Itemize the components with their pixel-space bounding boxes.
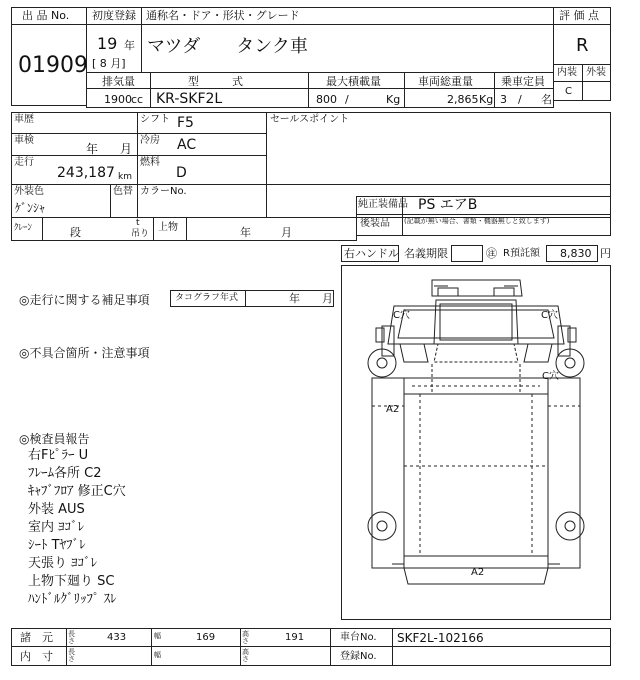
mileage-unit: km [118, 172, 132, 182]
max-load-sep: / [345, 93, 349, 106]
transfer-box [451, 245, 483, 262]
inspector-item: 上物下廻り SC [28, 574, 115, 589]
interior-length-label: 長さ [68, 648, 75, 663]
crane-hanging-unit: 吊り [131, 229, 150, 239]
ext-color: ｹﾞﾝｼｬ [15, 201, 46, 215]
max-load-unit: Kg [386, 93, 401, 106]
dims-label: 諸 元 [20, 631, 53, 644]
fuel: D [176, 165, 187, 181]
interior-width-label: 幅 [154, 651, 161, 659]
aftermarket-note: (記載が無い場合、書類・機器無しと致します) [404, 217, 550, 225]
first-reg-year-unit: 年 [124, 39, 135, 52]
damage-mark: A2 [471, 567, 485, 578]
footer-table [11, 628, 611, 666]
inspector-item: 右Fﾋﾟﾗｰ U [28, 448, 89, 463]
handle: 右ハンドル [344, 247, 399, 260]
inspection-year: 年 [86, 142, 99, 156]
capacity: 3 [500, 93, 507, 106]
tax-mark: ㊟ [486, 247, 497, 260]
length: 433 [107, 632, 127, 643]
inspector-label: ◎検査員報告 [19, 432, 90, 446]
lot-no-label: 出 品 No. [22, 9, 70, 22]
genuine-label: 純正装備品 [358, 199, 408, 210]
crane-stage-unit: 段 [70, 226, 81, 239]
first-reg-month: [ 8 月] [92, 57, 126, 70]
interior-grade-label: 内装 [557, 67, 577, 78]
inspection-label: 車検 [14, 135, 34, 146]
aftermarket-label: 後装品 [360, 218, 390, 229]
interior-grade: C [565, 86, 572, 97]
crane-t-unit: t [136, 218, 140, 228]
capacity-label: 乗車定員 [501, 75, 545, 88]
width: 169 [196, 632, 216, 643]
mileage: 243,187 [57, 165, 115, 181]
capacity-sep: / [518, 93, 522, 106]
gross-weight: 2,865 [447, 93, 479, 106]
ac: AC [177, 137, 197, 153]
height-label: 高さ [242, 630, 249, 645]
shift-label: シフト [140, 114, 170, 125]
first-reg-year: 19 [97, 34, 118, 53]
sales-point-label: セールスポイント [270, 114, 350, 125]
damage-mark: C穴 [542, 371, 559, 382]
first-reg-label: 初度登録 [92, 9, 136, 22]
displacement-unit: cc [131, 93, 144, 106]
chassis-label: 車台No. [340, 632, 377, 643]
inspector-item: 外装 AUS [28, 502, 85, 517]
max-load: 800 [316, 93, 337, 106]
vehicle-diagram [341, 265, 611, 620]
inspector-item: ﾊﾝﾄﾞﾙｸﾞﾘｯﾌﾟ ｽﾚ [28, 592, 117, 607]
chassis: SKF2L-102166 [397, 631, 484, 645]
capacity-unit: 名 [541, 93, 552, 106]
model-label: 型 式 [188, 75, 243, 88]
length-label: 長さ [68, 630, 75, 645]
transfer-label: 名義期限 [404, 247, 448, 260]
car-name: マツダ タンク車 [147, 36, 308, 57]
exterior-grade-label: 外装 [586, 67, 606, 78]
inspector-item: ｼｰﾄ Tﾔﾌﾞﾚ [28, 538, 86, 553]
fuel-label: 燃料 [140, 157, 160, 168]
damage-mark: A2 [386, 404, 400, 415]
max-load-label: 最大積載量 [326, 75, 381, 88]
history-label: 車歴 [14, 114, 34, 125]
inspector-item: 室内 ﾖｺﾞﾚ [28, 520, 85, 535]
grade-label: 評 価 点 [559, 9, 599, 22]
name-label: 通称名・ドア・形状・グレード [146, 9, 300, 22]
grade-value: R [576, 35, 589, 56]
mileage-label: 走行 [14, 157, 34, 168]
genuine: PS エアB [418, 197, 478, 213]
gross-weight-unit: Kg [479, 93, 494, 106]
inspector-item: ﾌﾚｰﾑ各所 C2 [28, 466, 102, 481]
tachograph-year-unit: 年 [289, 292, 300, 305]
reg-no-label: 登録No. [340, 651, 377, 662]
model: KR-SKF2L [156, 91, 223, 107]
recycle-deposit: 8,830 [560, 247, 592, 260]
body-label: 上物 [158, 222, 178, 233]
color-change-label: 色替 [113, 186, 133, 197]
crane-label: ｸﾚｰﾝ [14, 223, 33, 233]
yen-unit: 円 [600, 247, 611, 260]
interior-dims-label: 内 寸 [20, 650, 53, 663]
crane-row [11, 217, 357, 241]
defects-label: ◎不具合箇所・注意事項 [19, 346, 150, 360]
interior-height-label: 高さ [242, 648, 249, 663]
damage-mark: C穴 [541, 310, 558, 321]
inspector-item: ｷｬﾌﾞﾌﾛｱ 修正C穴 [28, 484, 126, 499]
inspector-item: 天張り ﾖｺﾞﾚ [28, 556, 98, 571]
ac-label: 冷房 [140, 135, 160, 146]
damage-mark: C穴 [393, 310, 410, 321]
gross-weight-label: 車両総重量 [418, 75, 473, 88]
width-label: 幅 [154, 632, 161, 640]
color-no-label: カラーNo. [140, 186, 187, 197]
recycle-deposit-label: R預託額 [503, 248, 540, 259]
body-month-unit: 月 [281, 226, 292, 239]
displacement-label: 排気量 [102, 75, 135, 88]
lot-no: 01909 [18, 53, 88, 78]
supplement-label: ◎走行に関する補足事項 [19, 293, 150, 307]
inspection-month: 月 [120, 142, 133, 156]
height: 191 [285, 632, 305, 643]
tachograph-label: タコグラフ年式 [175, 293, 239, 303]
ext-color-label: 外装色 [14, 186, 44, 197]
displacement: 1900 [104, 93, 132, 106]
tachograph-month-unit: 月 [322, 292, 333, 305]
shift: F5 [177, 115, 194, 131]
body-year-unit: 年 [240, 226, 251, 239]
